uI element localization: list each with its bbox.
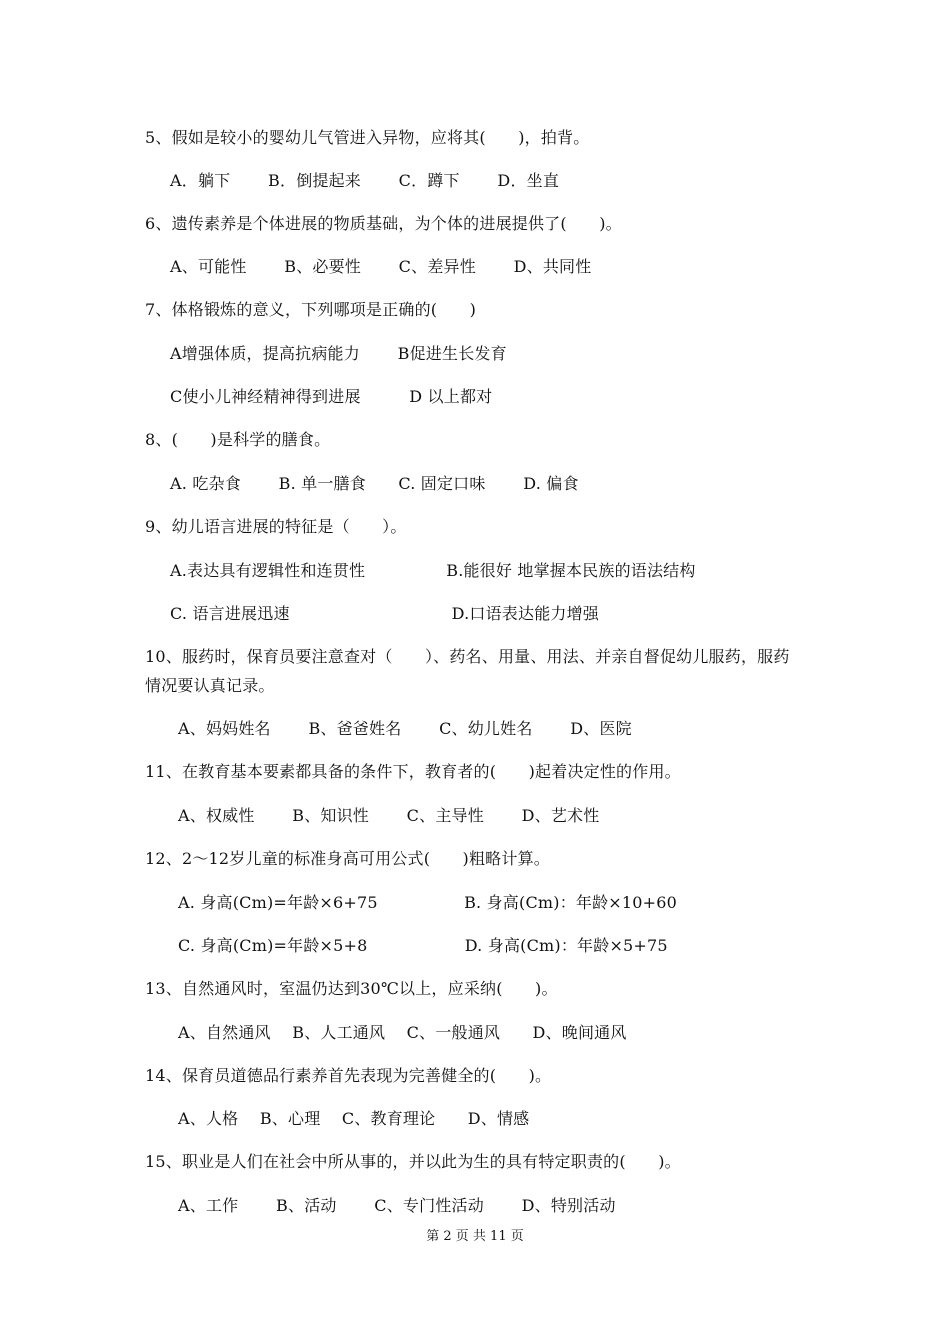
question-9-options-row-1: A.表达具有逻辑性和连贯性 B.能很好 地掌握本民族的语法结构 — [170, 561, 696, 580]
question-11-options: A、权威性 B、知识性 C、主导性 D、艺术性 — [178, 806, 600, 825]
question-10-stem-continued: 情况要认真记录。 — [145, 676, 275, 695]
question-7-options-row-1: A增强体质，提高抗病能力 B促进生长发育 — [170, 344, 507, 363]
question-12-options-row-1: A. 身高(Cm)=年龄×6+75 B. 身高(Cm)：年龄×10+60 — [178, 893, 678, 912]
question-10-stem: 10、服药时，保育员要注意查对（ ）、药名、用量、用法、并亲自督促幼儿服药，服药 — [145, 647, 790, 666]
question-5-stem: 5、假如是较小的婴幼儿气管进入异物，应将其( )，拍背。 — [145, 128, 590, 147]
question-7-options-row-2: C使小儿神经精神得到进展 D 以上都对 — [170, 387, 493, 406]
question-13-options: A、自然通风 B、人工通风 C、一般通风 D、晚间通风 — [178, 1023, 627, 1042]
question-14-stem: 14、保育员道德品行素养首先表现为完善健全的( )。 — [145, 1066, 552, 1085]
question-15-stem: 15、职业是人们在社会中所从事的，并以此为生的具有特定职责的( )。 — [145, 1152, 681, 1171]
question-8-options: A. 吃杂食 B. 单一膳食 C. 固定口味 D. 偏食 — [170, 474, 579, 493]
question-9-stem: 9、幼儿语言进展的特征是（ ）。 — [145, 517, 407, 536]
question-11-stem: 11、在教育基本要素都具备的条件下，教育者的( )起着决定性的作用。 — [145, 762, 681, 781]
question-14-options: A、人格 B、心理 C、教育理论 D、情感 — [178, 1109, 530, 1128]
question-10-options: A、妈妈姓名 B、爸爸姓名 C、幼儿姓名 D、医院 — [178, 719, 632, 738]
question-13-stem: 13、自然通风时，室温仍达到30℃以上，应采纳( )。 — [145, 979, 558, 998]
question-12-options-row-2: C. 身高(Cm)=年龄×5+8 D. 身高(Cm)：年龄×5+75 — [178, 936, 668, 955]
question-5-options: A．躺下 B．倒提起来 C．蹲下 D．坐直 — [170, 171, 560, 190]
question-9-options-row-2: C. 语言进展迅速 D.口语表达能力增强 — [170, 604, 599, 623]
question-8-stem: 8、( )是科学的膳食。 — [145, 430, 331, 449]
page-number-footer: 第 2 页 共 11 页 — [426, 1229, 524, 1244]
question-7-stem: 7、体格锻炼的意义，下列哪项是正确的( ) — [145, 300, 477, 319]
question-6-options: A、可能性 B、必要性 C、差异性 D、共同性 — [170, 257, 592, 276]
question-15-options: A、工作 B、活动 C、专门性活动 D、特别活动 — [178, 1196, 616, 1215]
question-12-stem: 12、2～12岁儿童的标准身高可用公式( )粗略计算。 — [145, 849, 550, 868]
question-6-stem: 6、遗传素养是个体进展的物质基础，为个体的进展提供了( )。 — [145, 214, 622, 233]
